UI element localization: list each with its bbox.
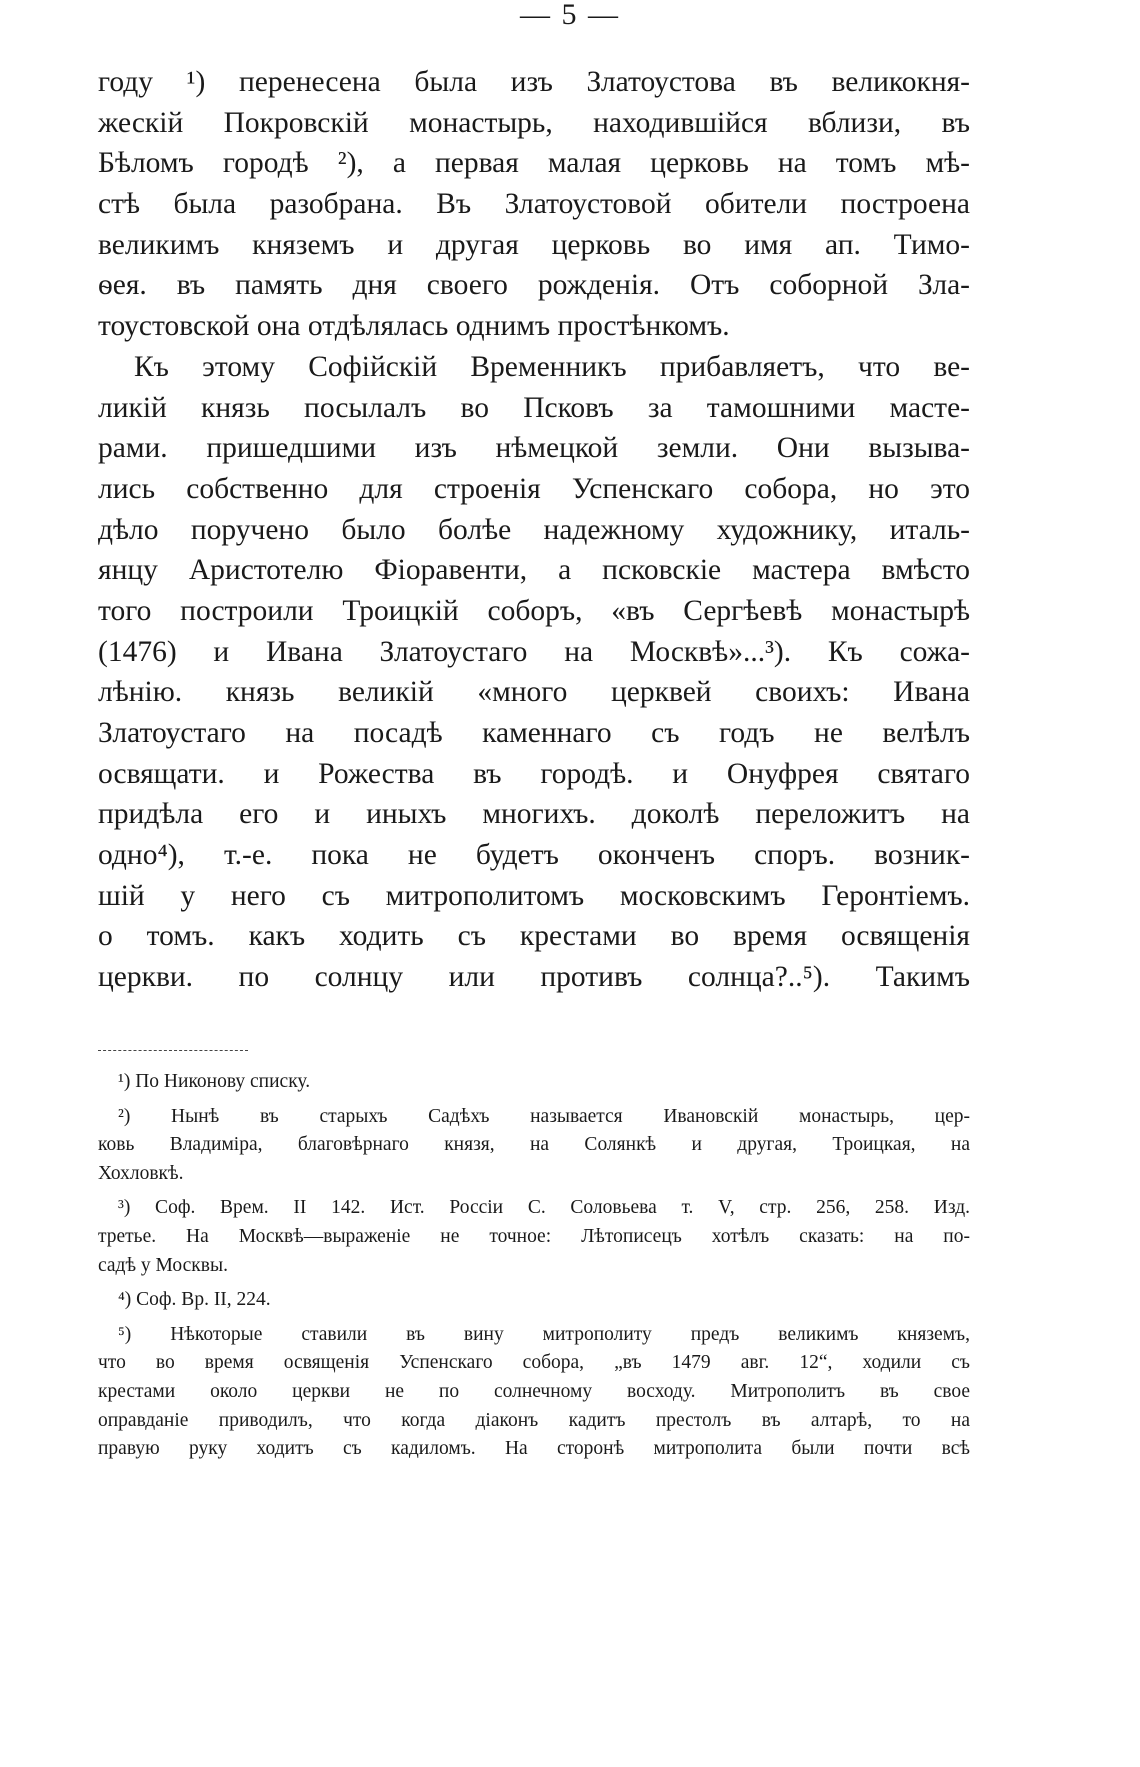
- text-line: шій у него съ митрополитомъ московскимъ Геронтіемъ.: [98, 879, 970, 912]
- text-line: Къ этому Софійскій Временникъ прибавляетъ, что ве-: [134, 350, 970, 383]
- text-line: янцу Аристотелю Фіоравенти, а псковскіе мастера вмѣсто: [98, 554, 970, 587]
- text-line: (1476) и Ивана Златоустаго на Москвѣ»...³). Къ сожа-: [98, 635, 970, 668]
- text-line: тоустовской она отдѣлялась однимъ простѣнкомъ.: [98, 310, 730, 343]
- text-line: стѣ была разобрана. Въ Златоустовой обители построена: [98, 188, 970, 221]
- footnote-3: [98, 1194, 970, 1280]
- text-line: о томъ. какъ ходить съ крестами во время освященія: [98, 920, 970, 953]
- text-line: рами. пришедшими изъ нѣмецкой земли. Они вызыва-: [98, 432, 970, 465]
- footnote-line: Хохловкѣ.: [98, 1162, 184, 1184]
- page-number: — 5 —: [520, 0, 620, 31]
- text-line: церкви. по солнцу или противъ солнца?..⁵). Такимъ: [98, 961, 970, 994]
- text-line: придѣла его и иныхъ многихъ. доколѣ переложитъ на: [98, 798, 970, 831]
- text-line: ѳея. въ память дня своего рожденія. Отъ соборной Зла-: [98, 269, 970, 302]
- text-line: Златоустаго на посадѣ каменнаго съ годъ не велѣлъ: [98, 717, 970, 749]
- footnote-line: третье. На Москвѣ—выраженіе не точное: Лѣтописецъ хотѣлъ сказать: на по-: [98, 1225, 970, 1247]
- text-line: году ¹) перенесена была изъ Златоустова въ великокня-: [98, 66, 970, 98]
- main-text-body: [98, 62, 970, 998]
- footnote-line: ³) Соф. Врем. II 142. Ист. Россіи С. Соловьева т. V, стр. 256, 258. Изд.: [118, 1197, 970, 1219]
- text-line: Бѣломъ городѣ ²), а первая малая церковь на томъ мѣ-: [98, 147, 970, 180]
- text-line: лѣнію. князь великій «много церквей своихъ: Ивана: [98, 676, 970, 709]
- text-line: великимъ княземъ и другая церковь во имя ап. Тимо-: [98, 228, 970, 261]
- text-line: жескій Покровскій монастырь, находившійся вблизи, въ: [98, 106, 970, 139]
- text-line: одно⁴), т.-е. пока не будетъ оконченъ споръ. возник-: [98, 839, 970, 872]
- footnote-5: [98, 1321, 970, 1464]
- footnote-line: садѣ у Москвы.: [98, 1254, 228, 1276]
- text-line: ликій князь посылалъ во Псковъ за тамошними масте-: [98, 391, 970, 424]
- footnote-separator: [98, 1050, 248, 1051]
- footnote-line: оправданіе приводилъ, что когда діаконъ кадитъ престолъ въ алтарѣ, то на: [98, 1409, 970, 1431]
- text-line: дѣло поручено было болѣе надежному художнику, италь-: [98, 513, 970, 546]
- footnote-4: [98, 1286, 970, 1315]
- text-line: того построили Троицкій соборъ, «въ Сергѣевѣ монастырѣ: [98, 594, 970, 627]
- footnote-line: крестами около церкви не по солнечному восходу. Митрополитъ въ свое: [98, 1380, 970, 1402]
- footnote-line: что во время освященія Успенскаго собора, „въ 1479 авг. 12“, ходили съ: [98, 1352, 970, 1374]
- footnote-line: ¹) По Никонову списку.: [118, 1071, 311, 1092]
- footnote-2: [98, 1103, 970, 1189]
- footnote-1: [98, 1068, 970, 1097]
- footnote-line: правую руку ходитъ съ кадиломъ. На сторонѣ митрополита были почти всѣ: [98, 1438, 970, 1460]
- footnote-line: ²) Нынѣ въ старыхъ Садѣхъ называется Ивановскій монастырь, цер-: [118, 1105, 970, 1127]
- footnote-line: ⁴) Соф. Вр. II, 224.: [118, 1289, 271, 1311]
- text-line: освящати. и Рожества въ городѣ. и Онуфрея святаго: [98, 757, 970, 790]
- footnote-line: ⁵) Нѣкоторые ставили въ вину митрополиту предъ великимъ княземъ,: [118, 1323, 970, 1345]
- text-line: лись собственно для строенія Успенскаго собора, но это: [98, 472, 970, 505]
- footnotes: [98, 1068, 970, 1464]
- footnote-line: ковь Владиміра, благовѣрнаго князя, на Солянкѣ и другая, Троицкая, на: [98, 1134, 970, 1156]
